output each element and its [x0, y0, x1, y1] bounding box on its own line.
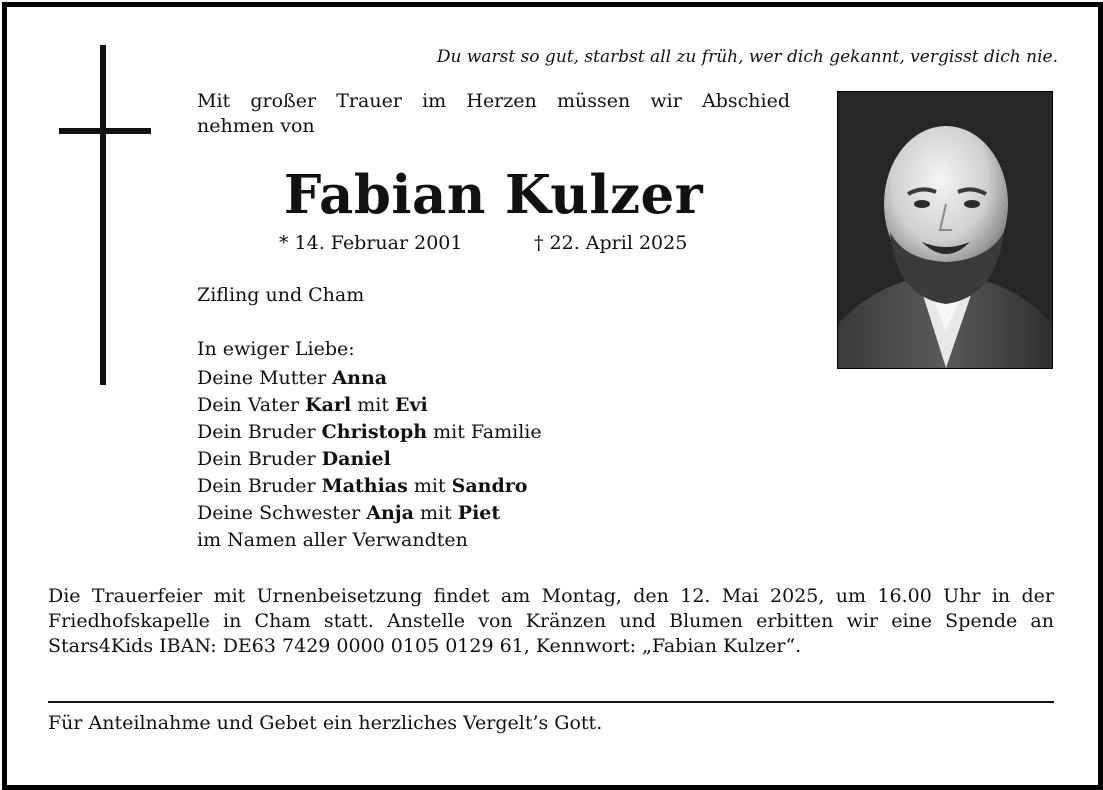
- mourner-name: Evi: [395, 394, 428, 416]
- death-date: † 22. April 2025: [534, 232, 688, 254]
- cross-icon: [100, 45, 106, 385]
- ceremony-text: Die Trauerfeier mit Urnenbeisetzung findet am Montag, den 12. Mai 2025, um 16.00 Uhr in der Friedhofskapelle in Cham statt. Anstelle von Kränzen und Blumen erbitten wir eine Spende an Stars4Kids IBAN: DE63 7429 0000 0105 0129 61, Kennwort: „Fabian Kulzer“.: [48, 585, 1054, 657]
- divider: [48, 701, 1054, 703]
- mourner-relation: Dein Bruder: [197, 421, 322, 443]
- mourner-name: Piet: [457, 502, 501, 524]
- mourner-relation: Dein Vater: [197, 394, 306, 416]
- portrait-photo: [837, 91, 1053, 369]
- thanks-text: Für Anteilnahme und Gebet ein herzliches Vergelt’s Gott.: [48, 712, 603, 734]
- mourner-relation: mit: [413, 502, 458, 524]
- portrait-image: [838, 92, 1052, 368]
- mourner-relation: mit Familie: [427, 421, 542, 443]
- intro-text: [197, 89, 790, 139]
- birth-date: * 14. Februar 2001: [279, 232, 463, 254]
- cross-icon-beam: [59, 128, 151, 134]
- place: Zifling und Cham: [197, 284, 365, 306]
- mourner-name: Karl: [305, 394, 352, 416]
- mourner-relation: Dein Bruder: [197, 448, 322, 470]
- mourner-row: [197, 419, 542, 446]
- mourner-relation: Dein Bruder: [197, 475, 322, 497]
- intro-line-1: Mit großer Trauer im Herzen müssen wir Abschied: [197, 90, 790, 112]
- obituary-notice: [2, 2, 1103, 790]
- mourner-row: [197, 446, 542, 473]
- mourner-row: [197, 500, 542, 527]
- mourner-name: Anna: [332, 367, 388, 389]
- mourner-relation: mit: [407, 475, 452, 497]
- mourner-name: Sandro: [451, 475, 528, 497]
- mourner-name: Anja: [366, 502, 414, 524]
- mourner-relation: Deine Mutter: [197, 367, 333, 389]
- intro-line-2: nehmen von: [197, 115, 315, 137]
- mourner-row: [197, 365, 542, 392]
- mourner-name: Mathias: [321, 475, 408, 497]
- motto: Du warst so gut, starbst all zu früh, wer dich gekannt, vergisst dich nie.: [436, 47, 1058, 67]
- mourner-relation: mit: [351, 394, 396, 416]
- mourner-name: Christoph: [321, 421, 428, 443]
- mourner-row: [197, 473, 542, 500]
- mourner-row: [197, 392, 542, 419]
- mourner-relation: Deine Schwester: [197, 502, 367, 524]
- deceased-name: Fabian Kulzer: [283, 164, 704, 226]
- mourners-list: [197, 365, 542, 554]
- mourner-row: [197, 527, 542, 554]
- mourner-name: Daniel: [321, 448, 391, 470]
- mourners-heading: In ewiger Liebe:: [197, 338, 355, 360]
- mourner-relation: im Namen aller Verwandten: [197, 529, 468, 551]
